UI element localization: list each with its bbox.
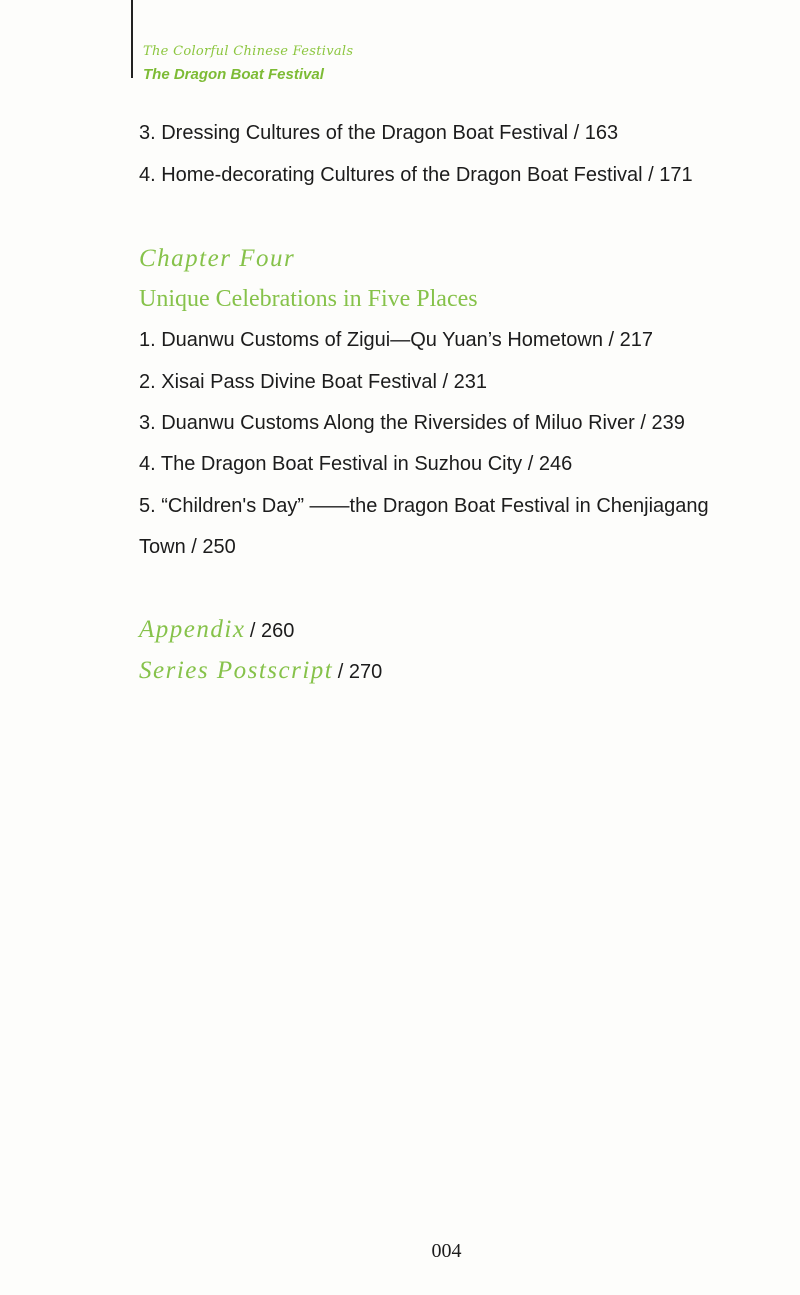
header-rule	[131, 0, 133, 78]
toc-entry-appendix	[139, 616, 294, 644]
toc-entry-home-decorating: 4. Home-decorating Cultures of the Dragon Boat Festival / 171	[139, 164, 693, 186]
appendix-page: / 260	[249, 620, 295, 642]
chapter-title: Unique Celebrations in Five Places	[139, 286, 478, 312]
chapter-label: Chapter Four	[139, 245, 296, 272]
series-postscript-label: Series Postscript	[139, 657, 334, 684]
series-postscript-page: / 270	[337, 661, 383, 683]
toc-entry-miluo: 3. Duanwu Customs Along the Riversides of Miluo River / 239	[139, 412, 685, 434]
toc-entry-zigui: 1. Duanwu Customs of Zigui—Qu Yuan’s Hometown / 217	[139, 329, 653, 351]
toc-entry-xisai: 2. Xisai Pass Divine Boat Festival / 231	[139, 371, 487, 393]
toc-entry-dressing: 3. Dressing Cultures of the Dragon Boat Festival / 163	[139, 122, 619, 144]
toc-entry-series-postscript	[139, 657, 382, 685]
toc-entry-chenjiagang: 5. “Children's Day” ——the Dragon Boat Festival in Chenjiagang	[139, 495, 709, 517]
page-number: 004	[431, 1240, 462, 1262]
toc-entry-suzhou: 4. The Dragon Boat Festival in Suzhou City / 246	[139, 453, 573, 475]
appendix-label: Appendix	[139, 616, 246, 643]
toc-entry-chenjiagang-continued: Town / 250	[139, 536, 236, 558]
series-title: The Colorful Chinese Festivals	[143, 44, 354, 59]
book-title: The Dragon Boat Festival	[143, 66, 324, 83]
